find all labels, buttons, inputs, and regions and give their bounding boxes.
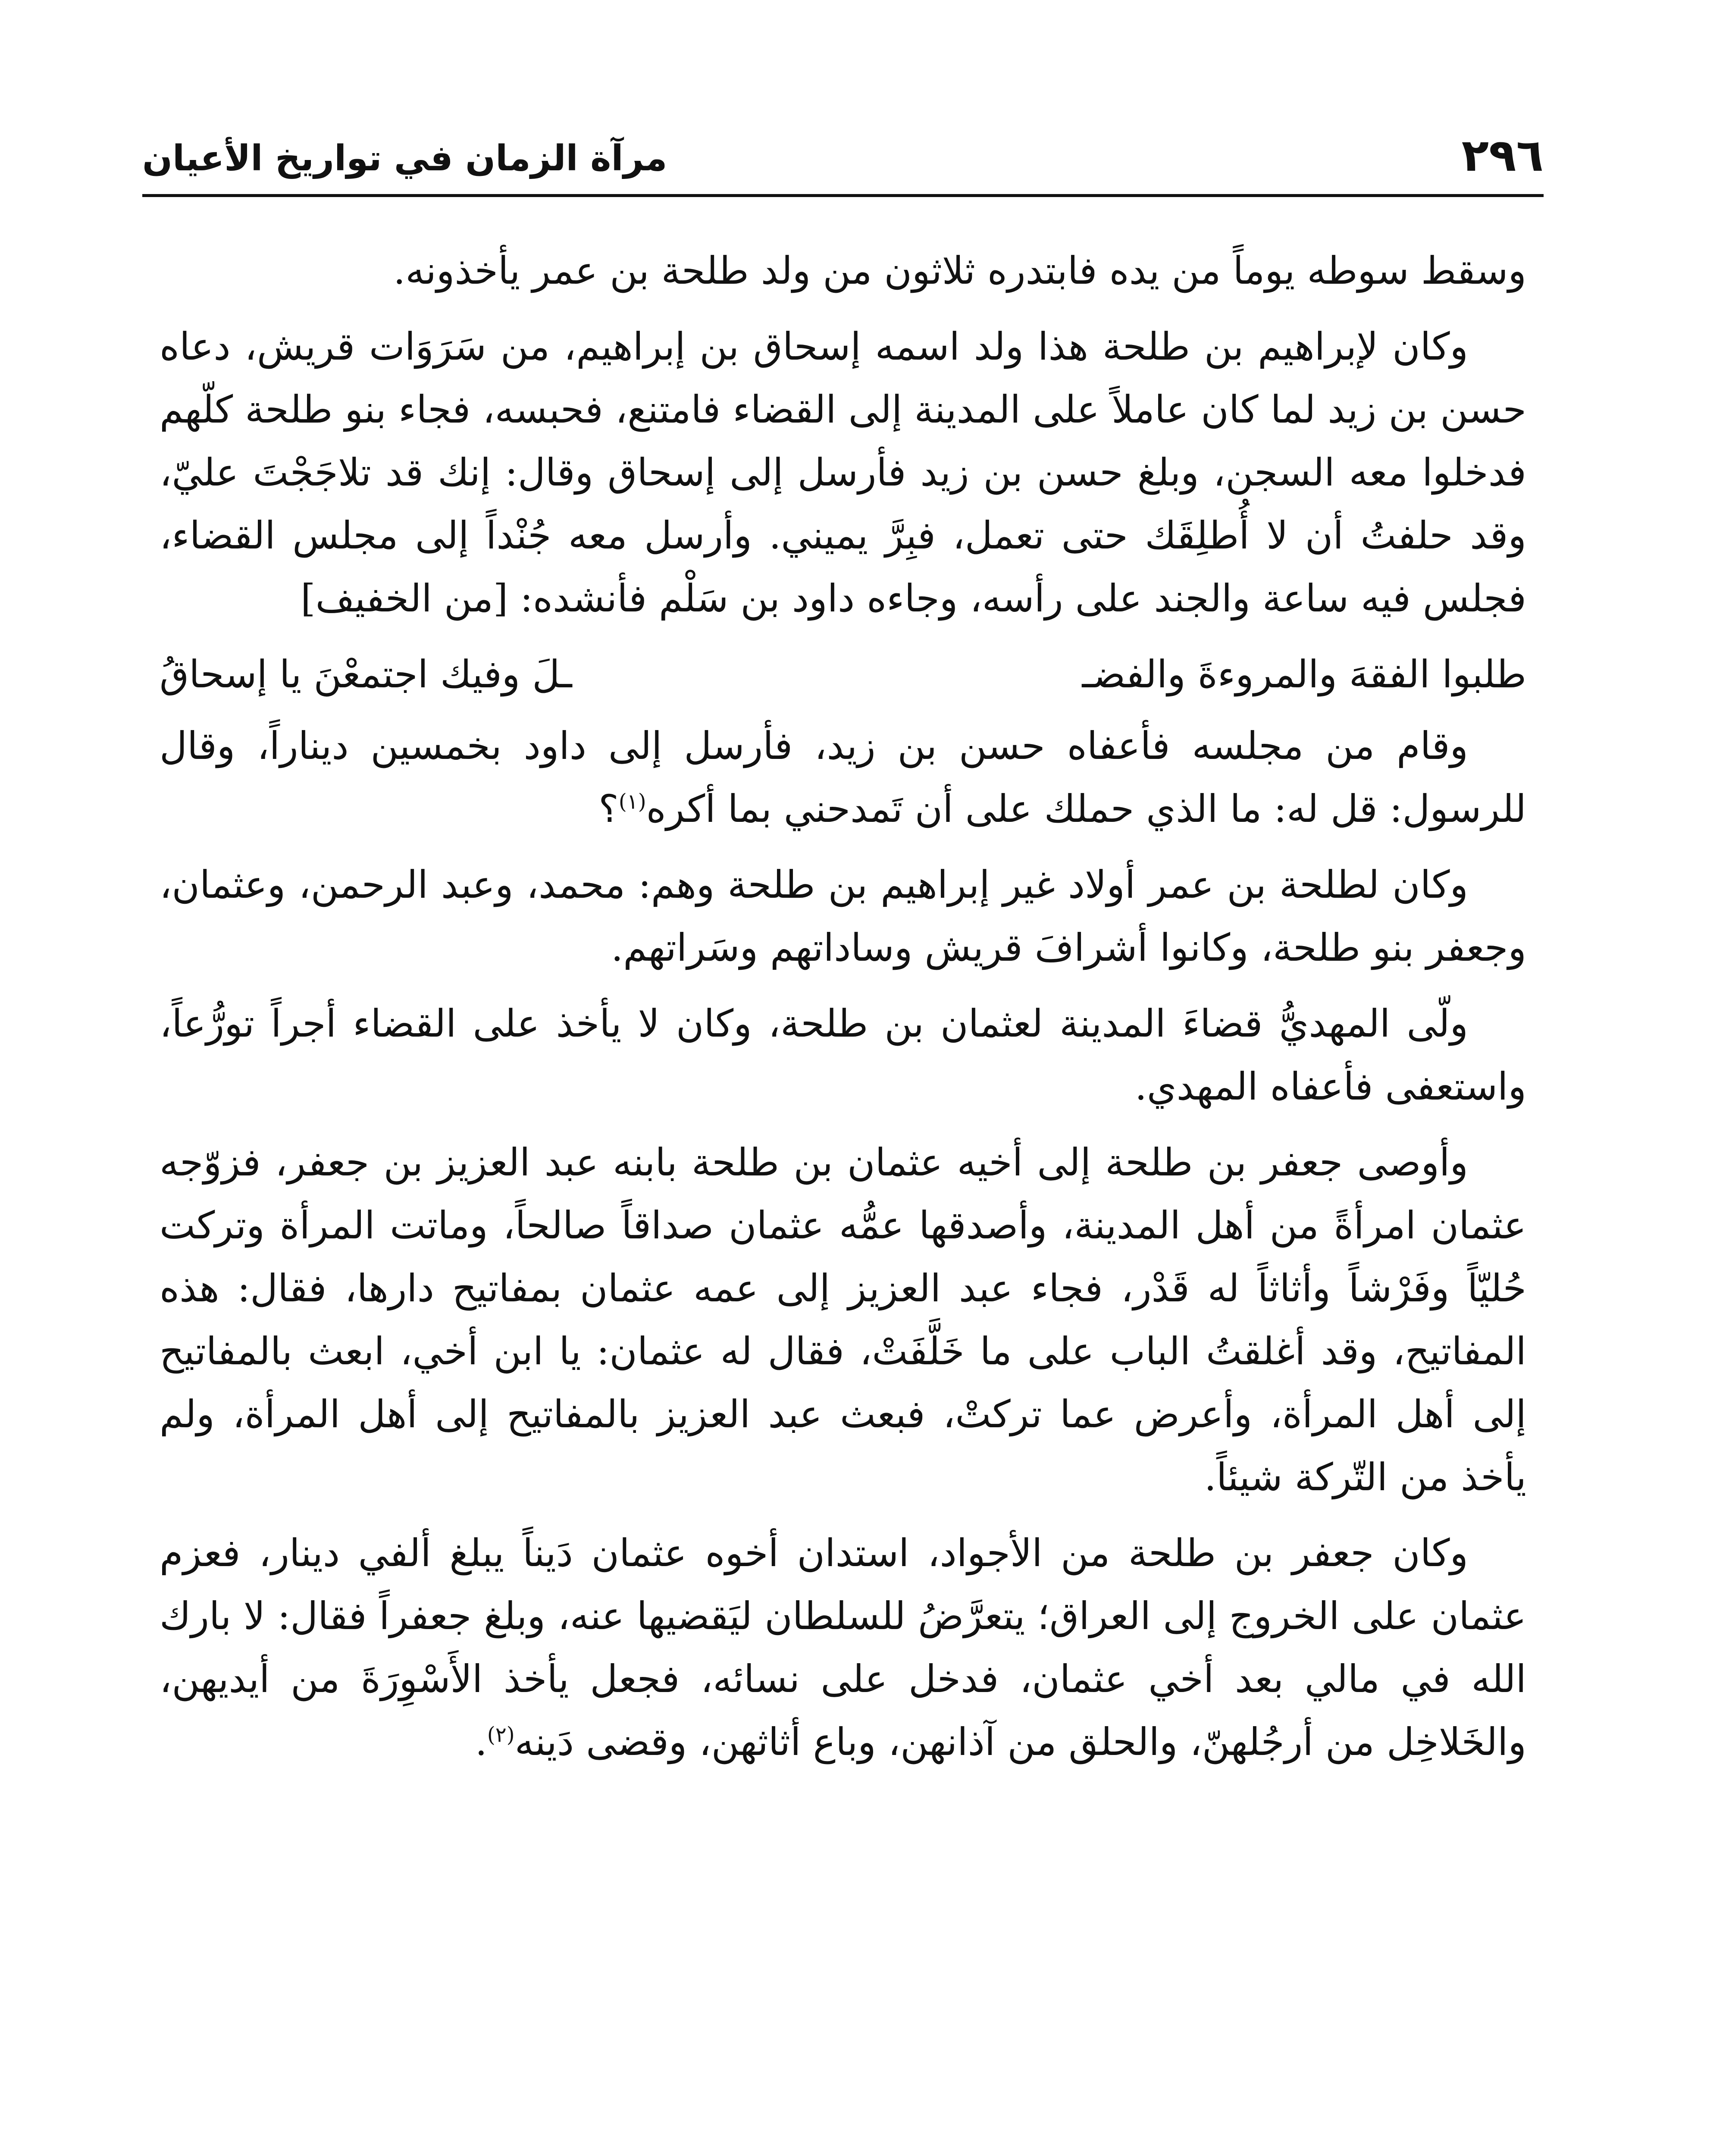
paragraph-7-text: وكان جعفر بن طلحة من الأجواد، استدان أخوه عثمان دَيناً يبلغ ألفي دينار، فعزم عثمان على الخروج إلى العراق؛ يتعرَّضُ للسلطان ليَقضيها عنه، وبلغ جعفراً فقال: لا بارك الله في مالي بعد أخي عثمان، فدخل على نسائه، فجعل يأخذ الأَسْوِرَةَ من أيديهن، والخَلاخِل من أرجُلهنّ، والحلق من آذانهن، وباع أثاثهن، وقضى دَينه xyxy=(160,1531,1526,1764)
paragraph-7 xyxy=(160,1522,1526,1774)
paragraph-4: وكان لطلحة بن عمر أولاد غير إبراهيم بن طلحة وهم: محمد، وعبد الرحمن، وعثمان، وجعفر بنو طلحة، وكانوا أشرافَ قريش وساداتهم وسَراتهم. xyxy=(160,862,1526,970)
paragraph-7-end: . xyxy=(475,1720,487,1764)
verse-second-hemistich: ـلَ وفيك اجتمعْنَ يا إسحاقُ xyxy=(160,652,572,696)
paragraph-2-text: وكان لإبراهيم بن طلحة هذا ولد اسمه إسحاق بن إبراهيم، من سَرَوَات قريش، دعاه حسن بن زيد لما كان عاملاً على المدينة إلى القضاء فامتنع، فحبسه، فجاء بنو طلحة كلّهم فدخلوا معه السجن، وبلغ حسن بن زيد فأرسل إلى إسحاق وقال: إنك قد تلاجَجْتَ عليّ، وقد حلفتُ أن لا أُطلِقَك حتى تعمل، فبِرَّ يميني. وأرسل معه جُنْداً إلى مجلس القضاء، فجلس فيه ساعة والجند على رأسه، وجاءه داود بن سَلْم فأنشده: xyxy=(160,324,1526,620)
footnote-ref-2: (٢) xyxy=(487,1723,515,1747)
paragraph-3 xyxy=(160,714,1526,840)
paragraph-6: وأوصى جعفر بن طلحة إلى أخيه عثمان بن طلحة بابنه عبد العزيز بن جعفر، فزوّجه عثمان امرأةً من أهل المدينة، وأصدقها عمُّه عثمان صداقاً صالحاً، وماتت المرأة وتركت حُليّاً وفَرْشاً وأثاثاً له قَدْر، فجاء عبد العزيز إلى عمه عثمان بمفاتيح دارها، فقال: هذه المفاتيح، وقد أغلقتُ الباب على ما خَلَّفَتْ، فقال له عثمان: يا ابن أخي، ابعث بالمفاتيح إلى أهل المرأة، وأعرض عما تركتْ، فبعث عبد العزيز بالمفاتيح إلى أهل المرأة، ولم يأخذ من التّركة شيئاً. xyxy=(160,1140,1527,1499)
main-text xyxy=(160,239,1526,1786)
paragraph-5: ولّى المهديُّ قضاءَ المدينة لعثمان بن طلحة، وكان لا يأخذ على القضاء أجراً تورُّعاً، واستعفى فأعفاه المهدي. xyxy=(160,1001,1526,1109)
paragraph-2 xyxy=(160,315,1526,630)
footnote-ref-1: (١) xyxy=(618,790,646,814)
page-number: ٢٩٦ xyxy=(1461,129,1544,182)
running-head xyxy=(142,125,1544,185)
paragraph-1: وسقط سوطه يوماً من يده فابتدره ثلاثون من ولد طلحة بن عمر يأخذونه. xyxy=(393,248,1526,293)
meter-label: [من الخفيف] xyxy=(301,576,508,620)
verse-first-hemistich: طلبوا الفقهَ والمروءةَ والفضـ xyxy=(1082,652,1526,696)
header-rule xyxy=(142,194,1544,197)
paragraph-3-text: وقام من مجلسه فأعفاه حسن بن زيد، فأرسل إلى داود بخمسين ديناراً، وقال للرسول: قل له: ما الذي حملك على أن تَمدحني بما أكره xyxy=(160,724,1526,831)
paragraph-3-end: ؟ xyxy=(598,787,619,831)
book-title: مرآة الزمان في تواريخ الأعيان xyxy=(142,138,667,179)
poetry-verse xyxy=(160,643,1526,706)
